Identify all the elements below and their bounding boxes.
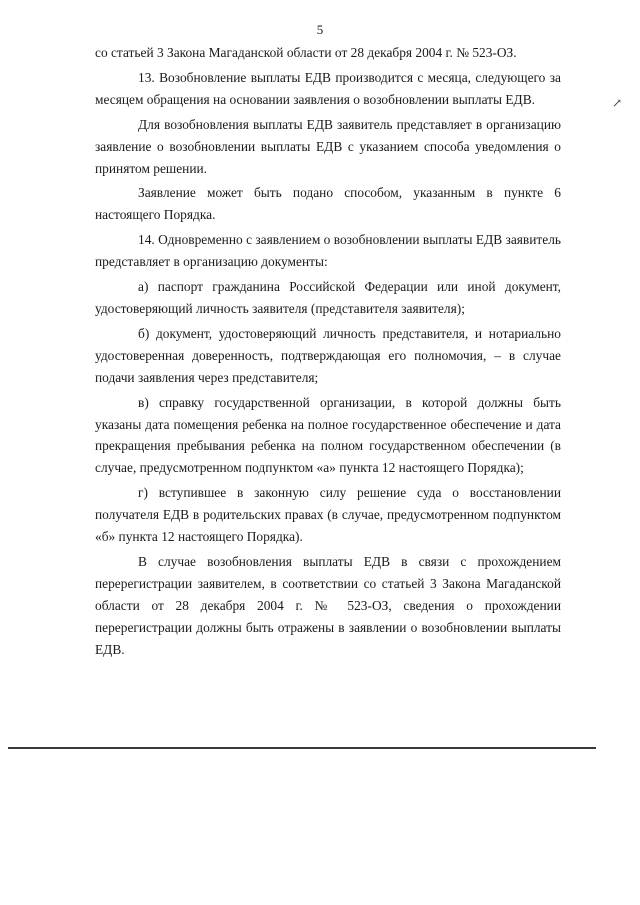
list-item-v: в) справку государственной организации, в которой должны быть указаны дата помещения ребенка на полное государственное обеспечение и дата прекращения пребывания ребенка на полном государственном обеспечении (в случае, предусмотренном подпунктом «а» пункта 12 настоящего Порядка); [95,394,561,476]
scan-mark: ↗ [612,96,623,110]
document-body [95,42,561,663]
list-item-a: а) паспорт гражданина Российской Федерации или иной документ, удостоверяющий личность заявителя (представителя заявителя); [95,279,561,316]
paragraph-resumption-application: Для возобновления выплаты ЕДВ заявитель представляет в организацию заявление о возобновлении выплаты ЕДВ с указанием способа уведомления о принятом решении. [95,116,561,176]
footer-divider [8,747,596,749]
paragraph-continuation: со статьей 3 Закона Магаданской области от 28 декабря 2004 г. № 523-ОЗ. [95,45,517,60]
paragraph-submission-method: Заявление может быть подано способом, указанным в пункте 6 настоящего Порядка. [95,185,561,223]
paragraph-reregistration: В случае возобновления выплаты ЕДВ в связи с прохождением перерегистрации заявителем, в соответствии со статьей 3 Закона Магаданской области от 28 декабря 2004 г. № 523-ОЗ, сведения о прохождении перерегистрации должны быть отражены в заявлении о возобновлении выплаты ЕДВ. [95,553,561,657]
paragraph-item-13: 13. Возобновление выплаты ЕДВ производится с месяца, следующего за месяцем обращения на основании заявления о возобновлении выплаты ЕДВ. [95,69,561,107]
paragraph-item-14: 14. Одновременно с заявлением о возобновлении выплаты ЕДВ заявитель представляет в организацию документы: [95,232,561,270]
list-item-g: г) вступившее в законную силу решение суда о восстановлении получателя ЕДВ в родительских правах (в случае, предусмотренном подпунктом «б» пункта 12 настоящего Порядка). [95,485,561,545]
list-item-b: б) документ, удостоверяющий личность представителя, и нотариально удостоверенная доверенность, подтверждающая его полномочия, – в случае подачи заявления через представителя; [95,325,561,385]
page-number: 5 [316,22,324,37]
